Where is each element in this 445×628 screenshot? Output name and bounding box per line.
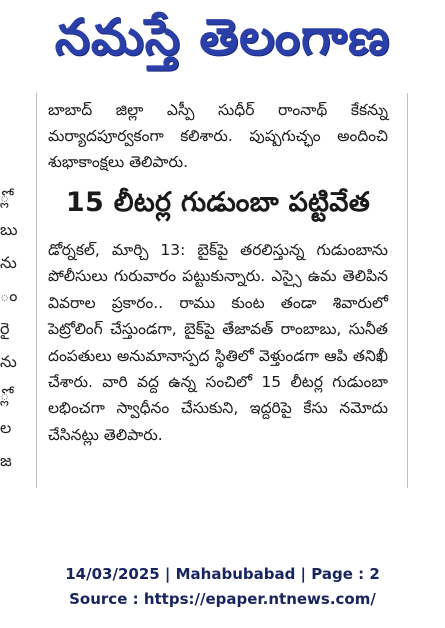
fragment-line: ను — [0, 253, 17, 272]
news-article — [48, 97, 388, 448]
fragment-line: ్లో — [0, 385, 10, 404]
fragment-line: బు — [0, 220, 18, 239]
adjacent-column-fragment — [0, 180, 22, 477]
fragment-line: ం — [0, 286, 18, 305]
article-body-text: డోర్నకల్, మార్చి 13: బైక్‌పై తరలిస్తున్న గుడుంబాను పోలీసులు గురువారం పట్టుకున్నారు. ఎస్సై ఉమ తెలిపిన వివరాల ప్రకారం.. రాము కుంట తండా శివారులో పెట్రోలింగ్ చేస్తుండగా, బైక్‌పై తేజావత్ రాంబాబు, సునీత దంపతులు అనుమానాస్పద స్థితిలో వెళ్తుండగా ఆపి తనిఖీ చేశారు. వారి వద్ద ఉన్న సంచిలో 15 లీటర్ల గుడుంబా లభించగా స్వాధీనం చేసుకుని, ఇద్దరిపై కేసు నమోదు చేసినట్లు తెలిపారు. — [48, 241, 388, 444]
article-headline: 15 లీటర్ల గుడుంబా పట్టివేత — [65, 187, 371, 218]
fragment-line: రై — [0, 319, 10, 338]
fragment-line: జ — [0, 451, 12, 470]
fragment-line: ను — [0, 352, 17, 371]
fragment-line: ్లో — [0, 187, 10, 206]
newspaper-logo: నమస్తే తెలంగాణ — [54, 7, 391, 66]
fragment-line: ల — [0, 418, 12, 437]
edition-info: 14/03/2025 | Mahabubabad | Page : 2 — [65, 565, 380, 583]
masthead — [0, 0, 445, 86]
source-url[interactable]: Source : https://epaper.ntnews.com/ — [69, 590, 376, 608]
article-intro-text: బాబాద్ జిల్లా ఎస్పీ సుధీర్ రాంనాథ్ కేకన్ను మర్యాదపూర్వకంగా కలిశారు. పుష్పగుచ్ఛం అందించి శుభాకాంక్షలు తెలిపారు. — [48, 101, 388, 171]
